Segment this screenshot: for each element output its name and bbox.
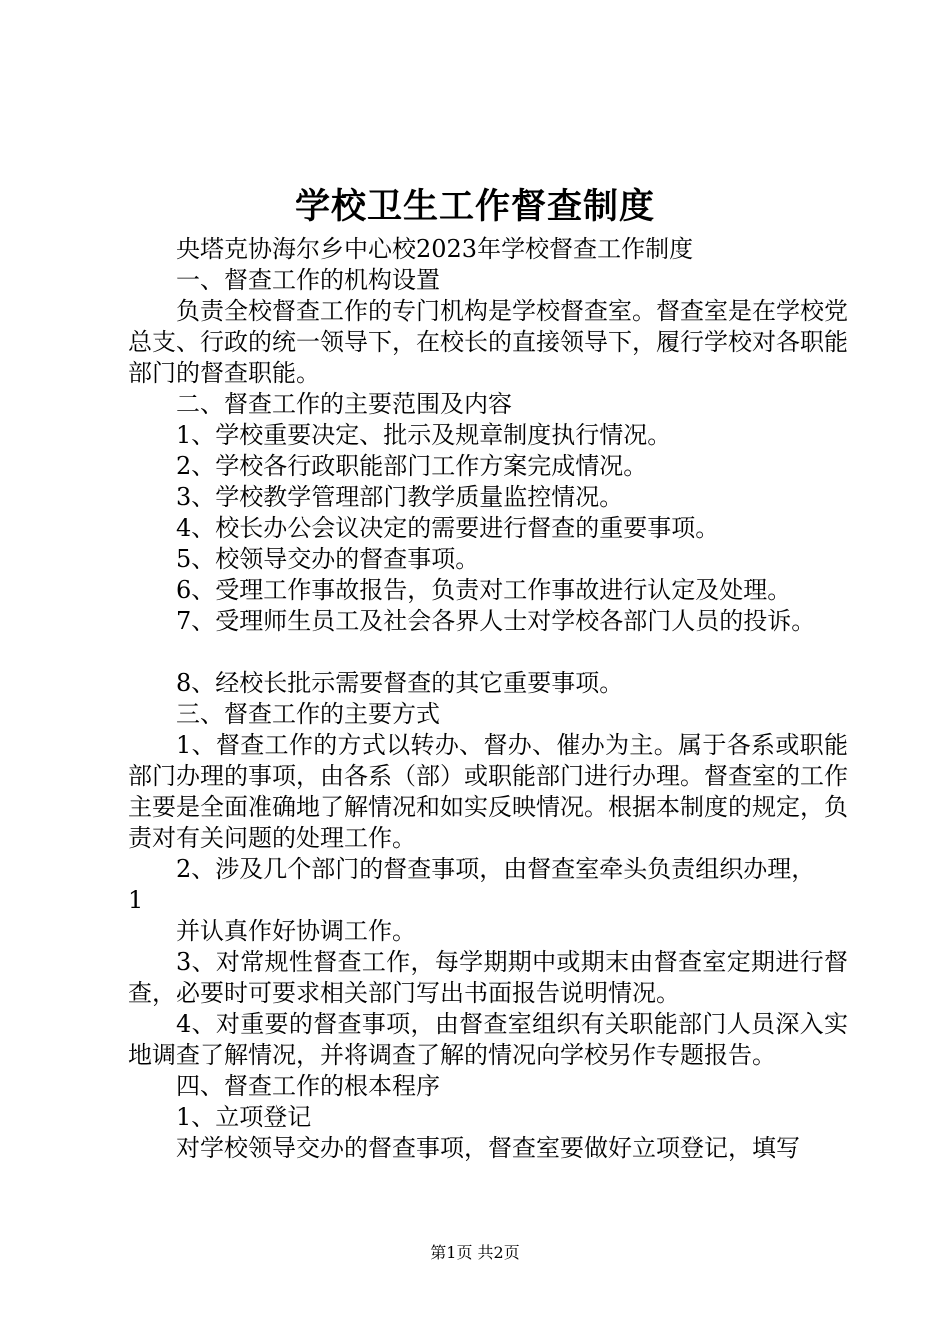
list-item: 1、学校重要决定、批示及规章制度执行情况。 <box>176 421 672 449</box>
section-heading-1: 一、督查工作的机构设置 <box>176 266 440 294</box>
list-item: 4、校长办公会议决定的需要进行督查的重要事项。 <box>176 514 720 542</box>
paragraph: 4、对重要的督查事项，由督查室组织有关职能部门人员深入实地调查了解情况，并将调查了解的情况向学校另作专题报告。 <box>128 1010 848 1069</box>
list-item: 3、学校教学管理部门教学质量监控情况。 <box>176 483 624 511</box>
document-title: 学校卫生工作督查制度 <box>294 186 655 227</box>
section-heading-2: 二、督查工作的主要范围及内容 <box>176 390 512 418</box>
list-item: 5、校领导交办的督查事项。 <box>176 545 480 573</box>
paragraph: 3、对常规性督查工作，每学期期中或期末由督查室定期进行督查，必要时可要求相关部门写出书面报告说明情况。 <box>128 948 848 1007</box>
section-heading-3: 三、督查工作的主要方式 <box>176 700 440 728</box>
list-item: 7、受理师生员工及社会各界人士对学校各部门人员的投诉。 <box>176 607 816 635</box>
paragraph: 负责全校督查工作的专门机构是学校督查室。督查室是在学校党总支、行政的统一领导下，在校长的直接领导下，履行学校对各职能部门的督查职能。 <box>128 297 848 387</box>
paragraph-subtitle: 央塔克协海尔乡中心校2023年学校督查工作制度 <box>176 235 694 263</box>
list-item: 6、受理工作事故报告，负责对工作事故进行认定及处理。 <box>176 576 792 604</box>
inline-page-number: 1 <box>128 886 144 914</box>
section-heading-4: 四、督查工作的根本程序 <box>176 1072 440 1100</box>
list-item: 8、经校长批示需要督查的其它重要事项。 <box>176 669 624 697</box>
page-footer: 第1页 共2页 <box>430 1243 520 1262</box>
paragraph: 1、督查工作的方式以转办、督办、催办为主。属于各系或职能部门办理的事项，由各系（部）或职能部门进行办理。督查室的工作主要是全面准确地了解情况和如实反映情况。根据本制度的规定，负责对有关问题的处理工作。 <box>128 731 848 852</box>
document-body <box>128 234 848 1164</box>
list-item: 2、学校各行政职能部门工作方案完成情况。 <box>176 452 648 480</box>
list-item: 1、立项登记 <box>176 1103 312 1131</box>
paragraph: 对学校领导交办的督查事项，督查室要做好立项登记，填写 <box>176 1134 800 1162</box>
paragraph: 2、涉及几个部门的督查事项，由督查室牵头负责组织办理， <box>176 855 816 883</box>
paragraph: 并认真作好协调工作。 <box>176 917 416 945</box>
